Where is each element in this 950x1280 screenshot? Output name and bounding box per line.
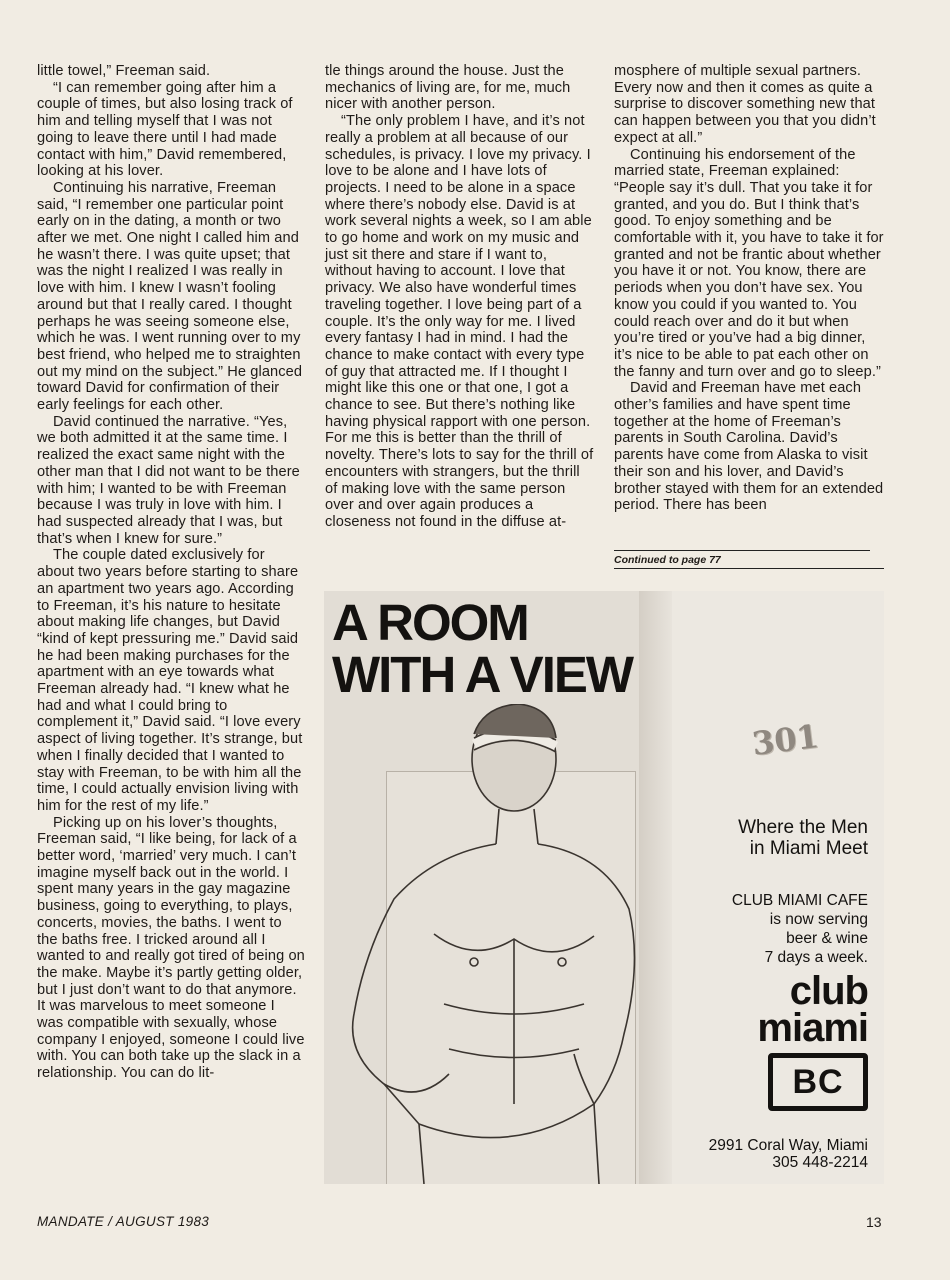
ad-tagline: Where the Men in Miami Meet bbox=[738, 817, 868, 859]
paragraph: tle things around the house. Just the mechanics of living are, for me, much nicer with another person. bbox=[325, 63, 571, 113]
paragraph: “The only problem I have, and it’s not really a problem at all because of our schedules, is privacy. I love my privacy. I love to be alone and I have lots of projects. I need to be alone in a space where there’s nobody else. David is at work several nights a week, so I am able to go home and work on my music and just sit there and stare if I want to, without having to account. I love that privacy. We also have wonderful times traveling together. I love being part of a couple. It’s the only way for me. I lived every fantasy I had in mind. I had the chance to make contact with every type of guy that attracted me. If I thought I might like this one or that one, I got a chance to see. But there’s nothing like having physical rapport with one person. For me this is better than the thrill of novelty. There’s lots to say for the thrill of encounters with strangers, but the thrill of making love with the same person over and over again produces a closeness not found in the diffuse at- bbox=[325, 113, 594, 530]
paragraph: The couple dated exclusively for about two years before starting to share an apartment two years ago. According to Freeman, it’s his nature to hesitate about making life changes, but David “kind of kept pressuring me.” David said he had been making purchases for the apartment with an eye towards what Freeman already had. “I knew what he had and what I could bring to complement it,” David said. “I love every aspect of living together. It’s strange, but when I finally decided that I wanted to stay with Freeman, to be with him all the time, I could actually envision living with him for the rest of my life.” bbox=[37, 547, 303, 814]
ad-address: 2991 Coral Way, Miami 305 448-2214 bbox=[708, 1137, 868, 1171]
continued-note: Continued to page 77 bbox=[614, 554, 884, 569]
club-miami-advertisement bbox=[324, 591, 884, 1184]
ad-illustration bbox=[324, 704, 654, 1184]
divider bbox=[614, 550, 870, 551]
paragraph: David and Freeman have met each other’s families and have spent time together at the home of Freeman’s parents in South Carolina. David’s parents have come from Alaska to visit their son and his lover, and David’s brother stayed with them for an extended period. There has been bbox=[614, 380, 884, 514]
article-column-2 bbox=[325, 63, 596, 531]
page-number: 13 bbox=[866, 1214, 882, 1230]
paragraph: “I can remember going after him a couple of times, but also losing track of him and telling myself that I was not going to leave there until I had made contact with him,” David remembered, looking at his lover. bbox=[37, 79, 293, 180]
paragraph: Picking up on his lover’s thoughts, Freeman said, “I like being, for lack of a better word, ‘married’ very much. I can’t imagine myself back out in the world. I spent many years in the gay magazine business, going to everything, to plays, concerts, movies, the baths. I went to the baths free. I tricked around all I wanted to and really got tired of being on the make. Maybe it’s partly getting older, but I just don’t want to do that anymore. It was marvelous to meet someone I was compatible with sexually, whose company I enjoyed, someone I could live with. You can both take up the slack in a relationship. You can do lit- bbox=[37, 814, 305, 1082]
logo-text: BC bbox=[792, 1062, 844, 1101]
publication-footer: MANDATE / AUGUST 1983 bbox=[37, 1214, 210, 1229]
ad-headline: A ROOM WITH A VIEW bbox=[332, 594, 633, 703]
article-column-1 bbox=[37, 63, 305, 1082]
paragraph: Continuing his endorsement of the married state, Freeman explained: “People say it’s dull. That you take it for granted, and you do. But I think that’s good. To enjoy something and be comfortable with it, you have to take it for granted and not be frantic about whether you have it or not. You know, there are periods when you don’t have sex. You know you could if you wanted to. You could reach over and do it but when you’re tired or you’ve had a big dinner, it’s nice to be able to pat each other on the fanny and turn over and go to sleep.” bbox=[614, 146, 884, 380]
paragraph: Continuing his narrative, Freeman said, “I remember one particular point early on in the dating, a month or two after we met. One night I called him and he wasn’t there. I was quite upset; that was the night I realized I was really in love with him. I knew I wasn’t fooling around but that I really cared. I thought perhaps he was seeing someone else, which he was. I went running over to my best friend, who helped me to straighten out my mind on the subject.” He glanced toward David for confirmation of their early feelings for each other. bbox=[37, 179, 303, 414]
paragraph: little towel,” Freeman said. bbox=[37, 63, 211, 79]
bc-logo bbox=[768, 1053, 868, 1111]
brand-name: club miami bbox=[757, 969, 868, 1050]
paragraph: David continued the narrative. “Yes, we both admitted it at the same time. I realized the exact same night with the other man that I did not want to be there with him; I wanted to be with Freeman because I was truly in love with him. I had suspected already that I was, but that’s when I knew for sure.” bbox=[37, 413, 300, 547]
paragraph: mosphere of multiple sexual partners. Every now and then it comes as quite a surprise to discover something new that can happen between you that you didn’t expect at all.” bbox=[614, 63, 876, 146]
ad-copy: CLUB MIAMI CAFE is now serving beer & wine 7 days a week. bbox=[731, 892, 868, 966]
article-column-3 bbox=[614, 63, 884, 514]
room-number: 301 bbox=[749, 717, 821, 763]
